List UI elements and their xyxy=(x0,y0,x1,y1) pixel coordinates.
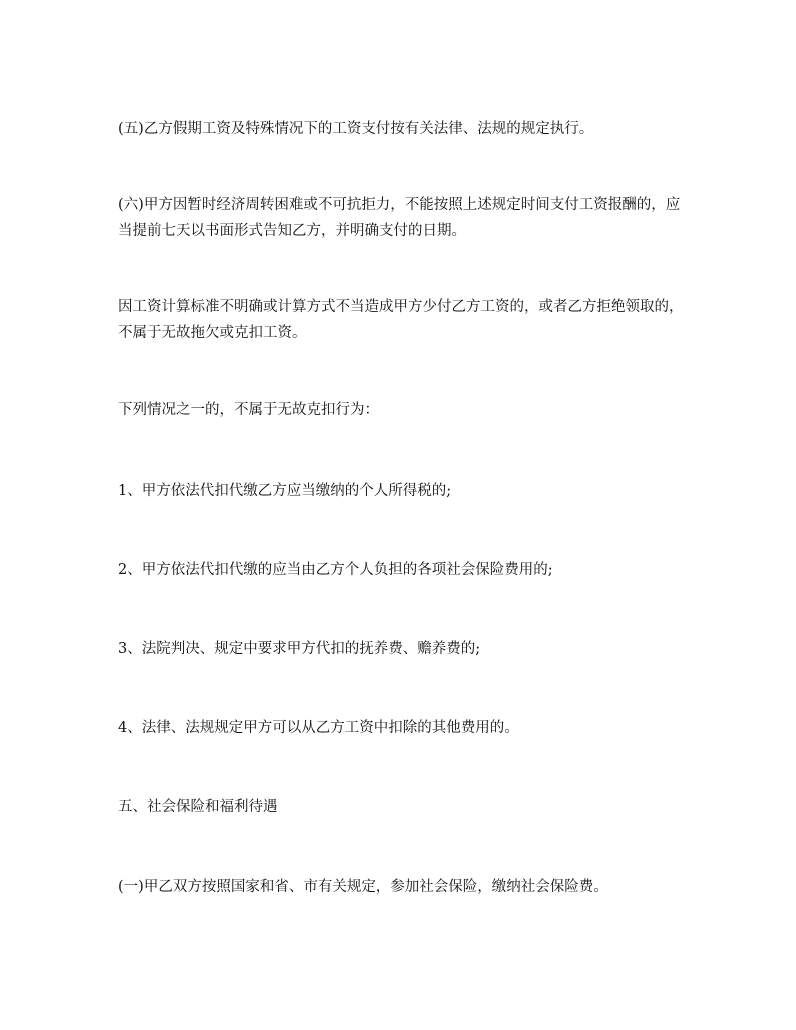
paragraph-deduction-intro: 下列情况之一的，不属于无故克扣行为： xyxy=(118,402,379,418)
paragraph-payment-delay-notice: (六)甲方因暂时经济周转困难或不可抗拒力，不能按照上述规定时间支付工资报酬的，应当提前七天以书面形式告知乙方，并明确支付的日期。 xyxy=(118,197,681,239)
list-item-income-tax: 1、甲方依法代扣代缴乙方应当缴纳的个人所得税的; xyxy=(118,483,452,499)
paragraph-calculation-dispute: 因工资计算标准不明确或计算方式不当造成甲方少付乙方工资的，或者乙方拒绝领取的，不属于无故拖欠或克扣工资。 xyxy=(118,299,684,341)
list-item-other-deductions: 4、法律、法规规定甲方可以从乙方工资中扣除的其他费用的。 xyxy=(118,720,519,736)
paragraph-holiday-wage: (五)乙方假期工资及特殊情况下的工资支付按有关法律、法规的规定执行。 xyxy=(118,121,594,137)
list-item-court-support: 3、法院判决、规定中要求甲方代扣的抚养费、赡养费的; xyxy=(118,641,481,657)
list-item-social-insurance: 2、甲方依法代扣代缴的应当由乙方个人负担的各项社会保险费用的; xyxy=(118,562,553,578)
section-heading-social-insurance-benefits: 五、社会保险和福利待遇 xyxy=(118,799,278,815)
paragraph-social-insurance-participation: (一)甲乙双方按照国家和省、市有关规定，参加社会保险，缴纳社会保险费。 xyxy=(118,879,608,895)
